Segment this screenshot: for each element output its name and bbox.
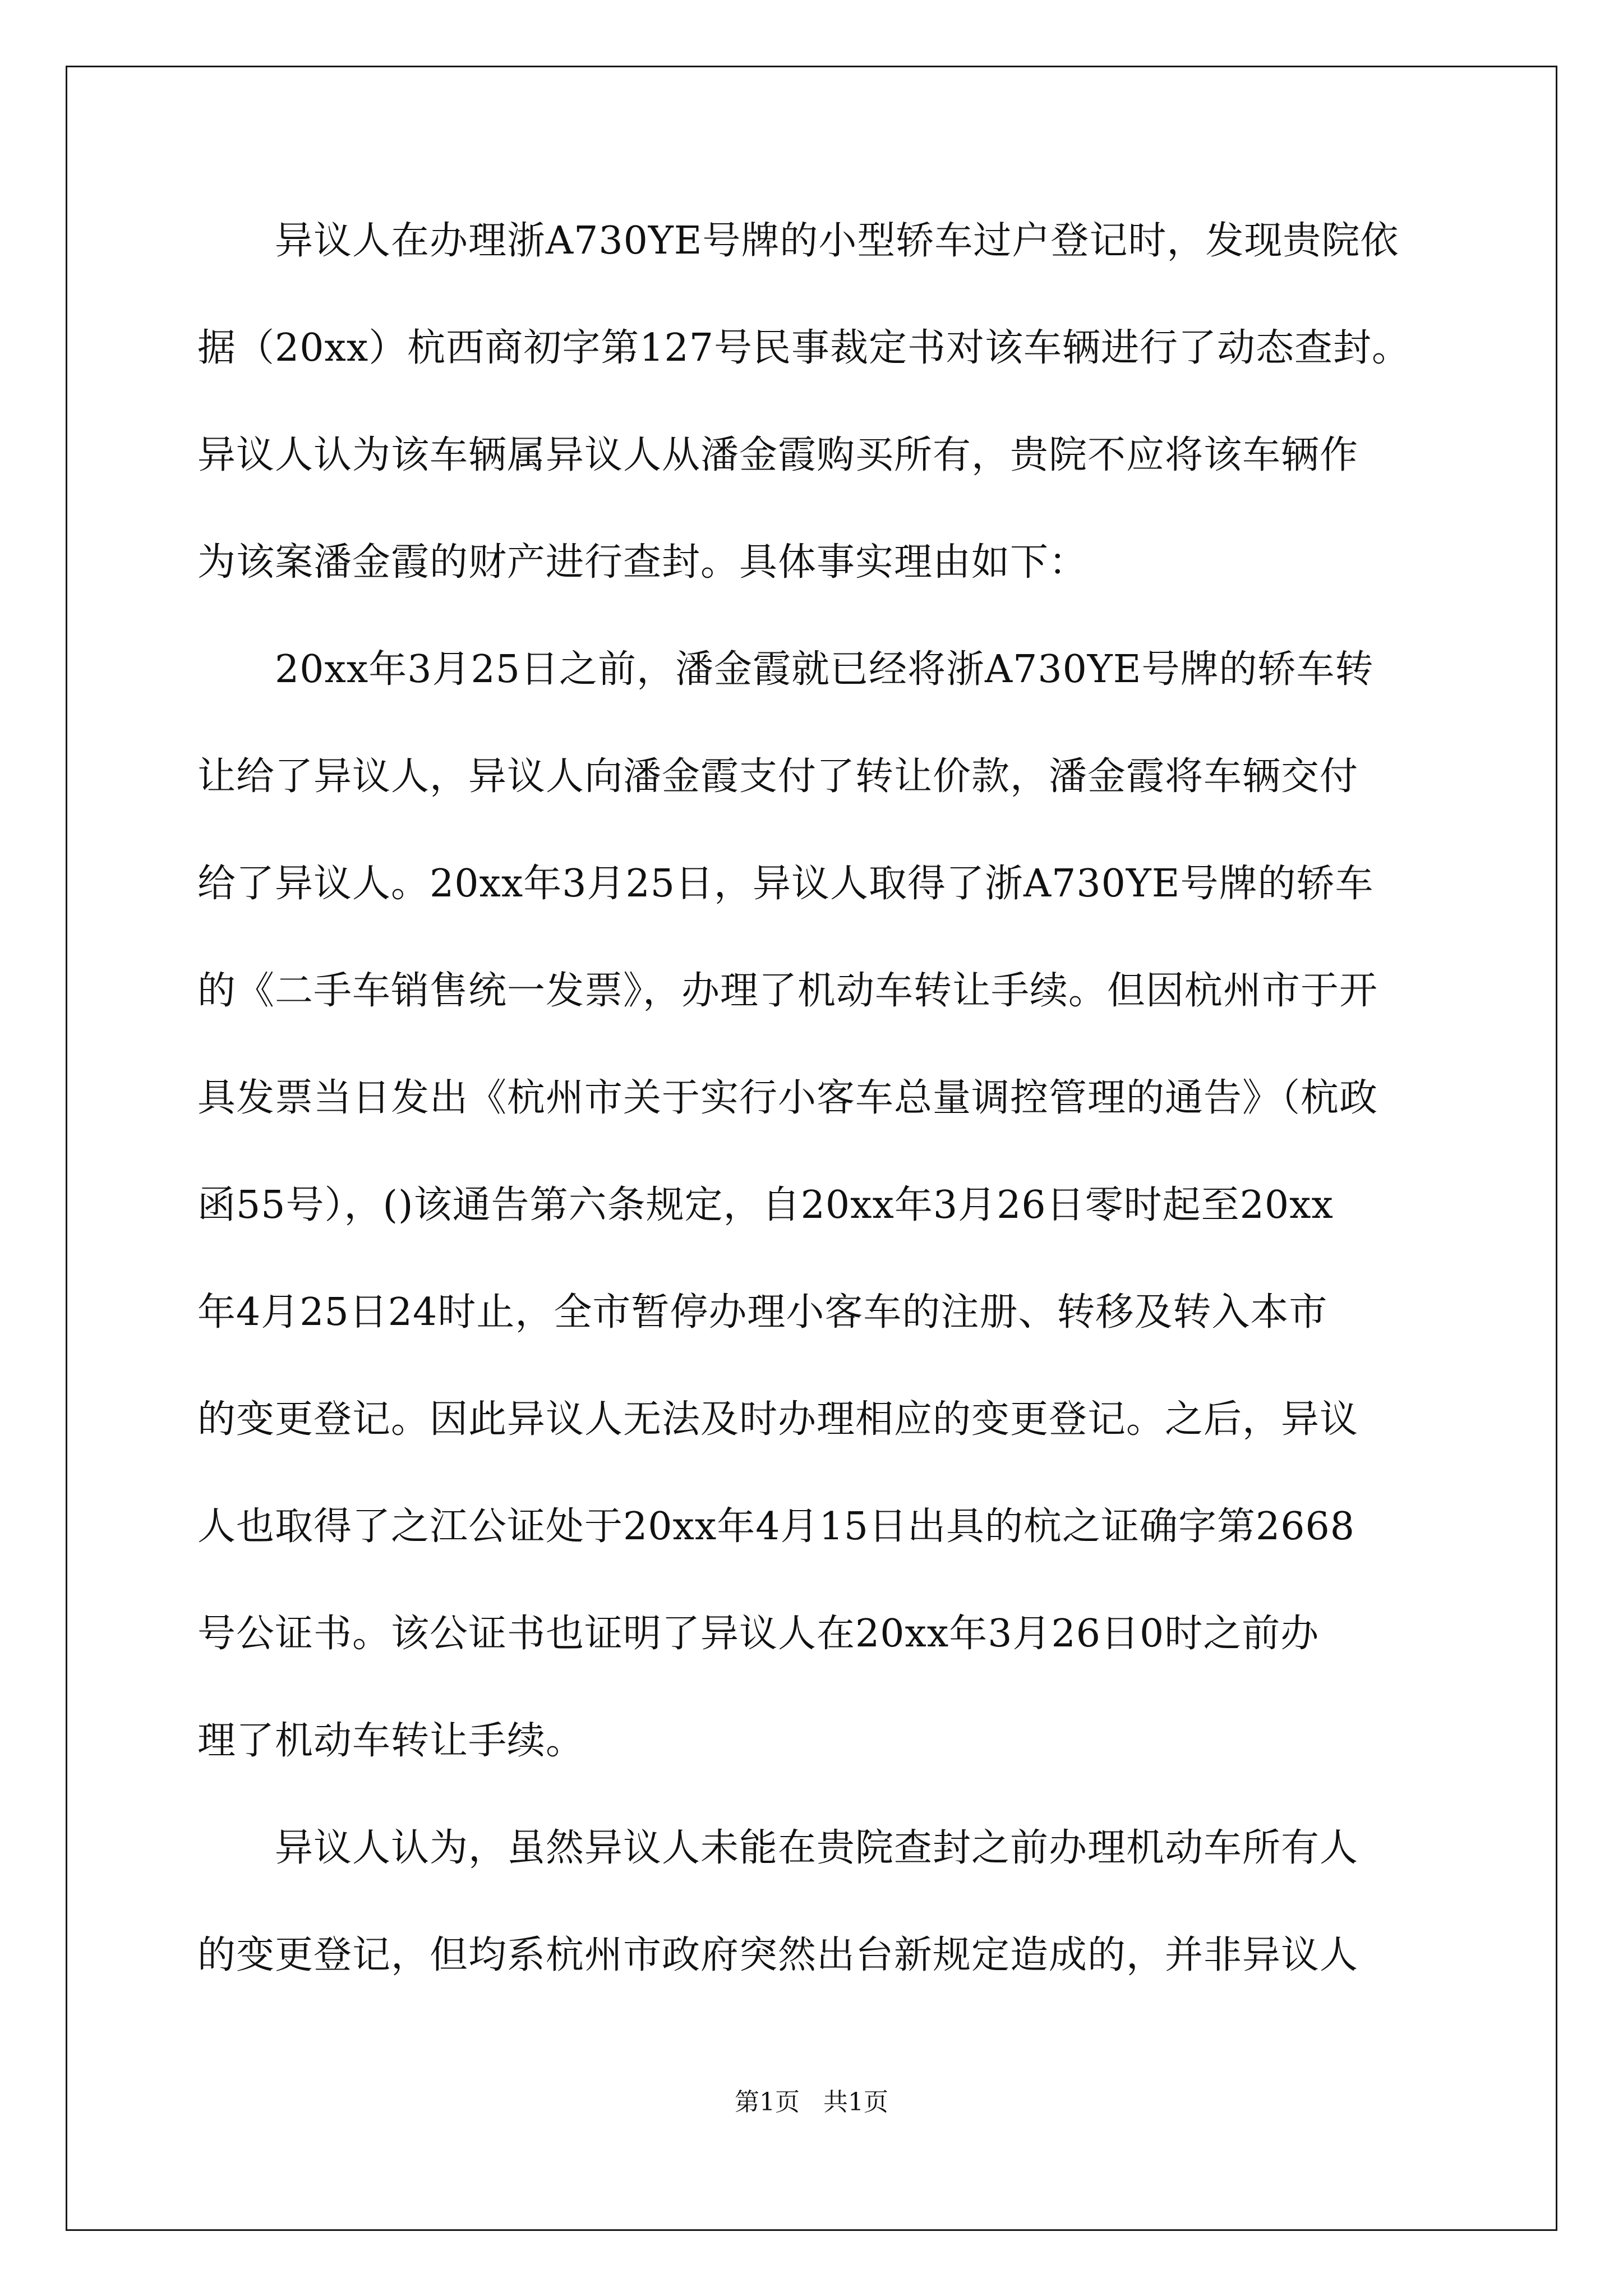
text-line: 的变更登记，但均系杭州市政府突然出台新规定造成的，并非异议人 [197,1933,1359,1977]
text-line: 为该案潘金霞的财产进行查封。具体事实理由如下： [197,540,1088,585]
text-line: 具发票当日发出《杭州市关于实行小客车总量调控管理的通告》（杭政 [197,1076,1378,1120]
text-line: 人也取得了之江公证处于20xx年4月15日出具的杭之证确字第2668 [197,1504,1355,1549]
text-line: 异议人在办理浙A730YE号牌的小型轿车过户登记时，发现贵院依 [197,219,1399,263]
text-line: 异议人认为，虽然异议人未能在贵院查封之前办理机动车所有人 [197,1826,1359,1870]
text-line: 的《二手车销售统一发票》，办理了机动车转让手续。但因杭州市于开 [197,969,1378,1013]
text-line: 年4月25日24时止，全市暂停办理小客车的注册、转移及转入本市 [197,1290,1328,1335]
page-footer [0,2086,1623,2119]
text-line: 号公证书。该公证书也证明了异议人在20xx年3月26日0时之前办 [197,1612,1320,1656]
page-number: 第1页 [735,2088,800,2116]
text-line: 给了异议人。20xx年3月25日，异议人取得了浙A730YE号牌的轿车 [197,862,1374,906]
page-total: 共1页 [823,2088,888,2116]
text-line: 20xx年3月25日之前，潘金霞就已经将浙A730YE号牌的轿车转 [197,647,1374,692]
text-line: 的变更登记。因此异议人无法及时办理相应的变更登记。之后，异议 [197,1397,1359,1442]
text-line: 让给了异议人，异议人向潘金霞支付了转让价款，潘金霞将车辆交付 [197,754,1359,799]
page-border [66,66,1557,2231]
text-line: 异议人认为该车辆属异议人从潘金霞购买所有，贵院不应将该车辆作 [197,433,1359,477]
text-line: 函55号），()该通告第六条规定，自20xx年3月26日零时起至20xx [197,1183,1334,1227]
text-line: 理了机动车转让手续。 [197,1719,585,1763]
text-line: 据（20xx）杭西商初字第127号民事裁定书对该车辆进行了动态查封。 [197,326,1411,370]
